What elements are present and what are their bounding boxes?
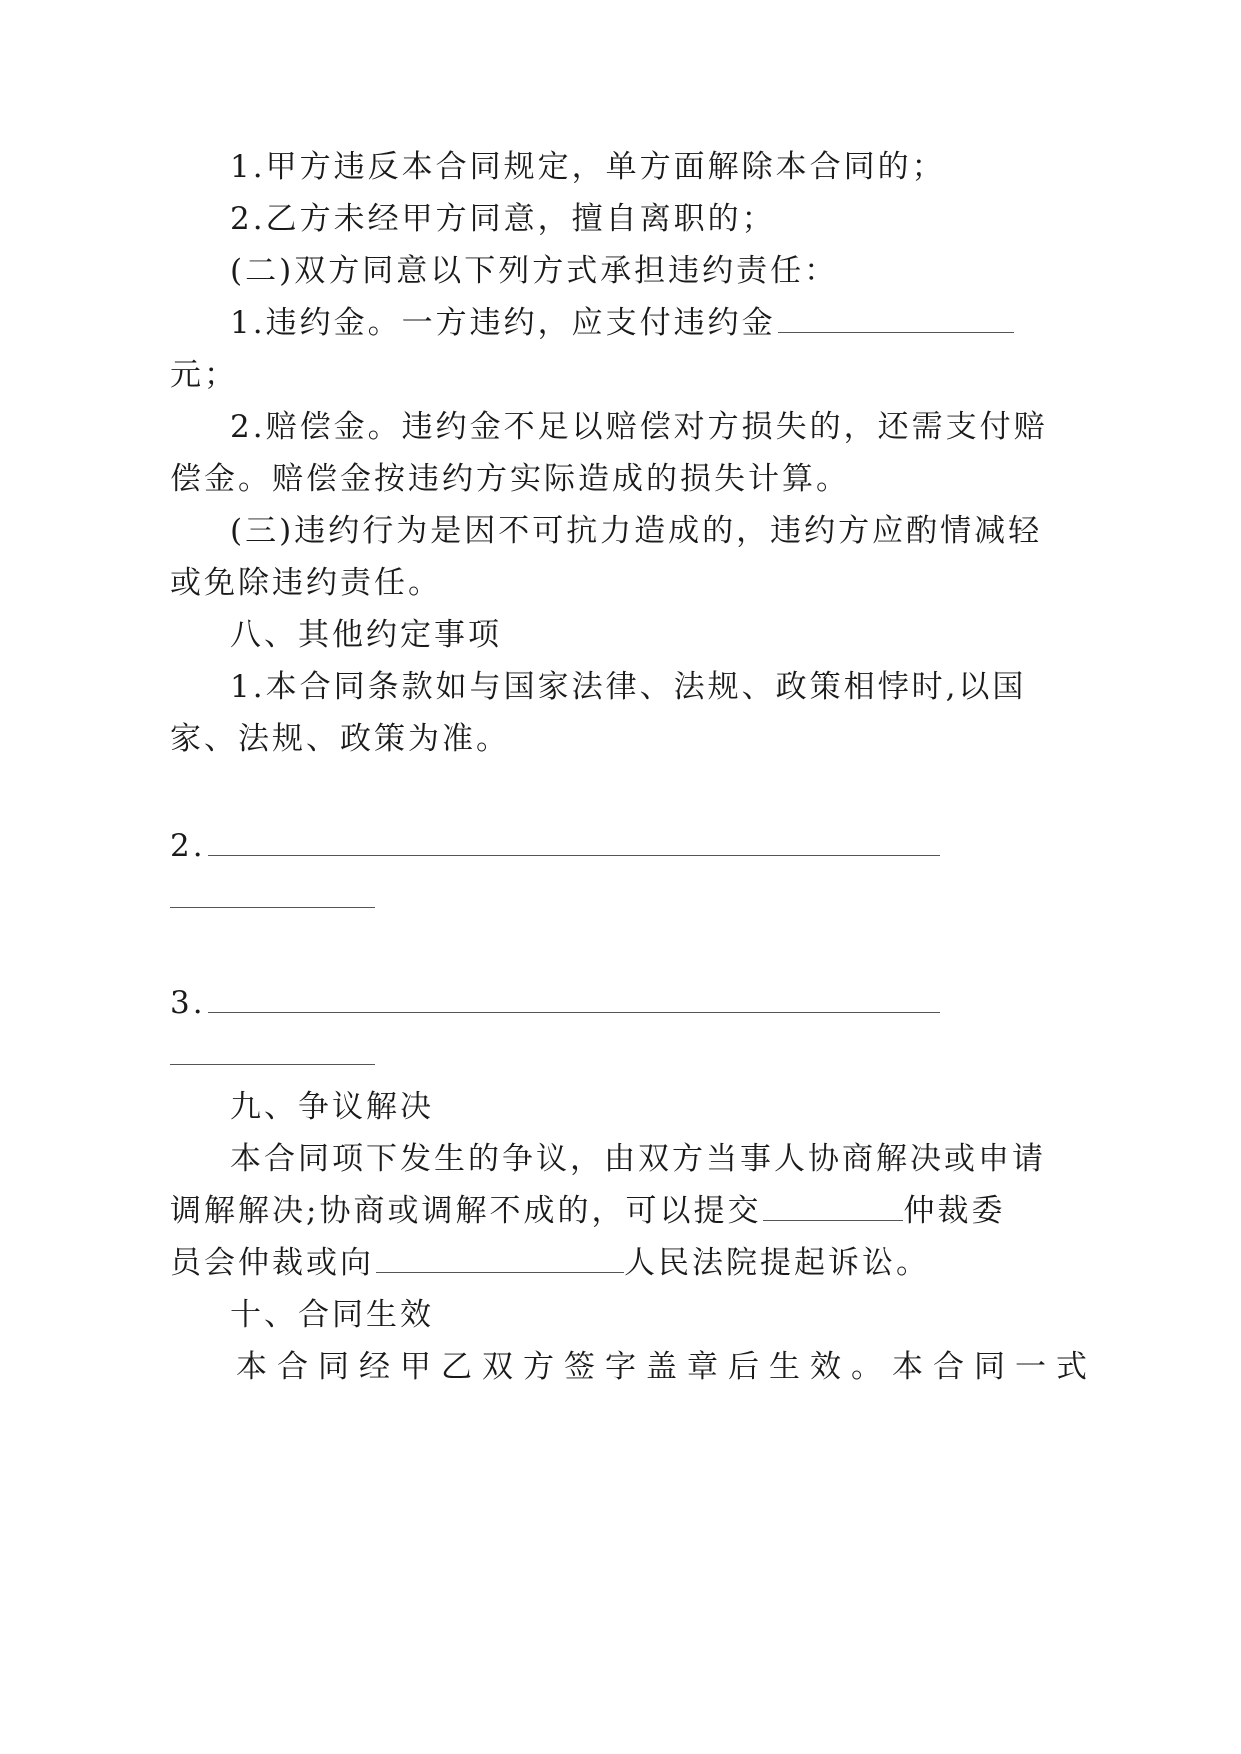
clause-text: 人民法院提起诉讼。 [624,1245,930,1281]
blank-continuation [170,1035,375,1075]
section-heading: (三)违约行为是因不可抗力造成的，违约方应酌情减轻 [230,513,1043,549]
clause-number: 3. [170,985,206,1021]
clause-line: 2.乙方未经甲方同意，擅自离职的； [230,201,776,237]
other-term-2-blank-continued[interactable] [170,879,375,908]
other-term-3-blank-continued[interactable] [170,1036,375,1065]
clause-line: 1.甲方违反本合同规定，单方面解除本合同的； [230,149,946,185]
arbitration-committee-blank[interactable] [763,1192,903,1221]
clause-line: 偿金。赔偿金按违约方实际造成的损失计算。 [170,461,850,497]
court-name-blank[interactable] [376,1244,624,1273]
clause-text: 仲裁委 [903,1193,1006,1229]
clause-line [170,1191,1005,1231]
clause-line [170,983,940,1023]
other-term-3-blank[interactable] [208,984,940,1013]
section-heading: (二)双方同意以下列方式承担违约责任： [230,253,839,289]
clause-line: 或免除违约责任。 [170,565,442,601]
clause-line [170,1243,930,1283]
section-heading: 十、合同生效 [230,1297,434,1333]
clause-line: 2.赔偿金。违约金不足以赔偿对方损失的，还需支付赔 [230,409,1048,445]
clause-text: 1.违约金。一方违约，应支付违约金 [230,305,776,341]
section-heading: 八、其他约定事项 [230,617,502,653]
penalty-amount-blank[interactable] [778,304,1014,333]
clause-text: 调解解决;协商或调解不成的，可以提交 [170,1193,762,1229]
section-heading: 九、争议解决 [230,1089,434,1125]
clause-number: 2. [170,828,206,864]
clause-line: 1.本合同条款如与国家法律、法规、政策相悖时,以国 [230,669,1027,705]
clause-line: 本合同项下发生的争议，由双方当事人协商解决或申请 [230,1141,1046,1177]
clause-line: 本合同经甲乙双方签字盖章后生效。本合同一式 [236,1349,1097,1385]
blank-continuation [170,878,375,918]
clause-line: 元； [170,357,238,393]
clause-line [170,826,940,866]
other-term-2-blank[interactable] [208,827,940,856]
clause-line [230,303,1014,343]
clause-text: 员会仲裁或向 [170,1245,374,1281]
clause-line: 家、法规、政策为准。 [170,721,510,757]
